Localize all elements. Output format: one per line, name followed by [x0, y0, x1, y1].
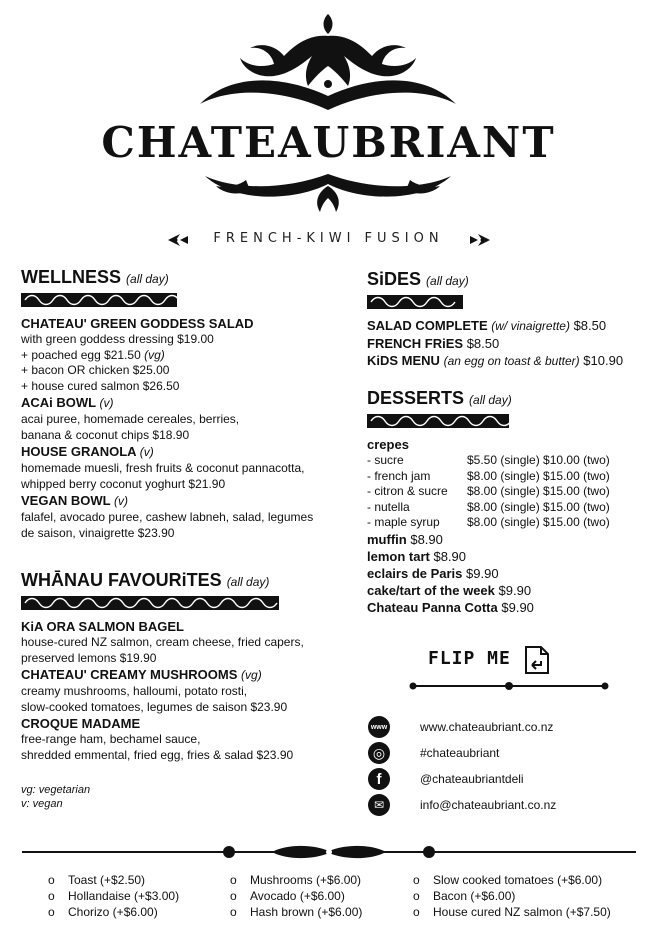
crepe-row: - maple syrup $8.00 (single) $15.00 (two): [367, 515, 610, 529]
globe-icon: www: [368, 716, 390, 738]
maori-pattern-band: [367, 295, 463, 309]
menu-item-name: KiA ORA SALMON BAGEL: [21, 619, 184, 634]
addon-item: o Hash brown (+$6.00): [230, 905, 363, 919]
contact-instagram[interactable]: [368, 741, 628, 765]
menu-item-name: CROQUE MADAME: [21, 716, 141, 731]
menu-item-desc: + poached egg $21.50 (vg): [21, 347, 165, 362]
addon-item: o Mushrooms (+$6.00): [230, 873, 362, 887]
crepe-row: - citron & sucre $8.00 (single) $15.00 (two): [367, 484, 610, 498]
menu-item-desc: free-range ham, bechamel sauce,: [21, 732, 201, 746]
menu-item-name: CHATEAU' GREEN GODDESS SALAD: [21, 316, 254, 331]
whanau-items: [21, 618, 351, 763]
whanau-title: WHĀNAU FAVOURiTES: [21, 570, 222, 590]
flip-page-icon: [524, 645, 550, 675]
wellness-title: WELLNESS: [21, 267, 122, 287]
menu-item-desc: slow-cooked tomatoes, legumes de saison $23.90: [21, 699, 288, 714]
addon-item: o Toast (+$2.50): [48, 873, 146, 887]
menu-item-name: HOUSE GRANOLA (v): [21, 444, 154, 459]
sides-note: (all day): [426, 274, 469, 288]
section-title-desserts: [367, 387, 647, 411]
section-title-wellness: [21, 266, 351, 290]
addon-item: o Bacon (+$6.00): [413, 889, 516, 903]
contact-email[interactable]: [368, 793, 628, 817]
section-title-whanau: [21, 569, 351, 593]
dessert-item: eclairs de Paris $9.90: [367, 565, 499, 581]
sides-title: SiDES: [367, 269, 422, 289]
menu-item-desc: banana & coconut chips $18.90: [21, 427, 190, 442]
footnote-vg: vg: vegetarian: [21, 784, 91, 796]
crepe-row: - french jam $8.00 (single) $15.00 (two): [367, 468, 610, 483]
dessert-item: cake/tart of the week $9.90: [367, 582, 532, 598]
whanau-note: (all day): [226, 575, 270, 589]
contact-text: @chateaubriantdeli: [420, 772, 524, 786]
crepes-title: crepes: [367, 437, 409, 452]
bottom-ornament-divider: [22, 843, 636, 861]
addons-column-1: [48, 872, 179, 920]
contact-facebook[interactable]: [368, 767, 628, 791]
flip-me-label: FLIP ME: [428, 648, 511, 669]
section-title-sides: [367, 268, 647, 292]
dessert-item: Chateau Panna Cotta $9.90: [367, 599, 534, 615]
addon-item: o Avocado (+$6.00): [230, 889, 345, 903]
addon-item: o Hollandaise (+$3.00): [48, 889, 180, 903]
addons-column-2: [230, 872, 362, 920]
addon-item: o Slow cooked tomatoes (+$6.00): [413, 873, 603, 887]
contact-text: #chateaubriant: [420, 746, 500, 760]
maori-pattern-band: [21, 596, 279, 610]
dessert-item: muffin $8.90: [367, 531, 443, 547]
email-icon: ✉: [368, 794, 390, 816]
contact-text: info@chateaubriant.co.nz: [420, 798, 557, 812]
menu-item-desc: whipped berry coconut yoghurt $21.90: [21, 476, 226, 491]
menu-item-desc: preserved lemons $19.90: [21, 650, 157, 665]
wellness-note: (all day): [126, 272, 169, 286]
brand-logo-text: CHATEAUBRIANT: [101, 118, 556, 167]
right-column: [367, 268, 647, 616]
addon-item: o House cured NZ salmon (+$7.50): [413, 905, 611, 919]
desserts-title: DESSERTS: [367, 388, 465, 408]
side-item: SALAD COMPLETE (w/ vinaigrette) $8.50: [367, 318, 607, 333]
tagline: FRENCH-KIWI FUSION: [213, 231, 444, 246]
maori-pattern-band: [367, 414, 509, 428]
menu-item-desc: creamy mushrooms, halloumi, potato rosti,: [21, 684, 248, 698]
menu-item-name: VEGAN BOWL (v): [21, 493, 128, 508]
menu-item-desc: acai puree, homemade cereales, berries,: [21, 412, 240, 426]
addons-column-3: [413, 872, 611, 920]
side-item: FRENCH FRiES $8.50: [367, 336, 500, 351]
menu-item-desc: homemade muesli, fresh fruits & coconut pannacotta,: [21, 461, 305, 475]
menu-item-desc: house-cured NZ salmon, cream cheese, fried capers,: [21, 635, 304, 649]
header-ornament: [0, 0, 657, 230]
addon-item: o Chorizo (+$6.00): [48, 905, 158, 919]
facebook-icon: f: [368, 768, 390, 790]
contact-website[interactable]: [368, 715, 628, 739]
crepe-row: - nutella $8.00 (single) $15.00 (two): [367, 499, 610, 514]
footnote-v: v: vegan: [21, 798, 63, 810]
contact-text: www.chateaubriant.co.nz: [420, 720, 554, 734]
instagram-icon: ◎: [368, 742, 390, 764]
menu-item-desc: + bacon OR chicken $25.00: [21, 363, 170, 377]
left-column: [21, 266, 351, 763]
menu-item-desc: shredded emmental, fried egg, fries & salad $23.90: [21, 747, 294, 762]
menu-item-desc: falafel, avocado puree, cashew labneh, salad, legumes: [21, 510, 314, 524]
menu-item-name: CHATEAU' CREAMY MUSHROOMS (vg): [21, 667, 262, 682]
dietary-footnotes: [21, 783, 90, 811]
crepe-row: - sucre $5.50 (single) $10.00 (two): [367, 453, 610, 467]
menu-item-name: ACAi BOWL (v): [21, 395, 114, 410]
menu-item-desc: de saison, vinaigrette $23.90: [21, 525, 175, 540]
desserts-note: (all day): [469, 393, 512, 407]
side-item: KiDS MENU (an egg on toast & butter) $10.90: [367, 353, 624, 368]
maori-pattern-band: [21, 293, 177, 307]
flip-divider: [408, 681, 610, 691]
wellness-items: [21, 315, 351, 541]
menu-item-desc: + house cured salmon $26.50: [21, 378, 180, 393]
menu-item-desc: with green goddess dressing $19.00: [21, 332, 214, 346]
dessert-item: lemon tart $8.90: [367, 548, 467, 564]
